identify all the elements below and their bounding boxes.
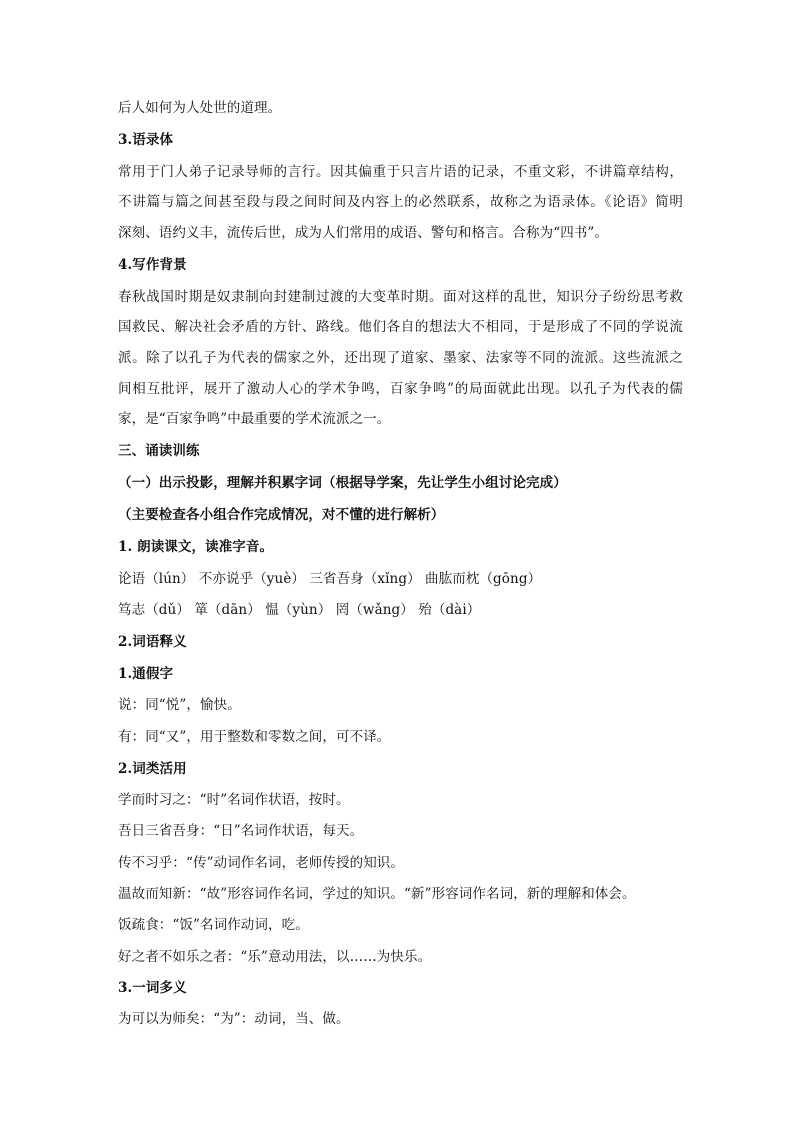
subsection-heading: 3.一词多义 <box>118 980 187 996</box>
subsection-note: （主要检查各小组合作完成情况，对不懂的进行解析） <box>118 507 445 523</box>
body-text: 学而时习之：“时”名词作状语，按时。 <box>118 792 350 808</box>
section-heading: 三、诵读训练 <box>118 443 200 459</box>
subsection-heading: 1.通假字 <box>118 666 174 682</box>
body-text: 间相互批评，展开了激动人心的学术争鸣，百家争鸣”的局面就此出现。以孔子为代表的儒 <box>118 381 683 397</box>
body-text: 说：同“悦”，愉快。 <box>118 697 241 713</box>
body-text: 后人如何为人处世的道理。 <box>118 100 282 116</box>
body-text: 为可以为师矣：“为”：动词，当、做。 <box>118 1011 350 1027</box>
body-text: 有：同“又”，用于整数和零数之间，可不译。 <box>118 729 391 745</box>
subsection-heading: （一）出示投影，理解并积累字词（根据导学案，先让学生小组讨论完成） <box>118 475 567 491</box>
body-text: 传不习乎：“传”动词作名词，老师传授的知识。 <box>118 855 405 871</box>
subsection-heading: 2.词类活用 <box>118 761 187 777</box>
pronunciation-line: 论语（lún） 不亦说乎（yuè） 三省吾身（xǐng） 曲肱而枕（gōng） <box>118 571 542 587</box>
body-text: 温故而知新：“故”形容词作名词，学过的知识。“新”形容词作名词，新的理解和体会。 <box>118 886 636 902</box>
section-heading: 4.写作背景 <box>118 257 187 273</box>
body-text: 吾日三省吾身：“日”名词作状语，每天。 <box>118 823 364 839</box>
body-text: 家，是“百家争鸣”中最重要的学术流派之一。 <box>118 411 391 427</box>
section-heading: 3.语录体 <box>118 132 174 148</box>
section-heading: 2.词语释义 <box>118 634 187 650</box>
body-text: 春秋战国时期是奴隶制向封建制过渡的大变革时期。面对这样的乱世，知识分子纷纷思考救 <box>118 289 683 305</box>
body-text: 好之者不如乐之者：“乐”意动用法，以……为快乐。 <box>118 949 432 965</box>
section-heading: 1. 朗读课文，读准字音。 <box>118 539 274 555</box>
body-text: 饭疏食：“饭”名词作动词，吃。 <box>118 917 309 933</box>
body-text: 国救民、解决社会矛盾的方针、路线。他们各自的想法大不相同，于是形成了不同的学说流 <box>118 319 683 335</box>
pronunciation-line: 笃志（dǔ） 箪（dān） 愠（yùn） 罔（wǎng） 殆（dài） <box>118 602 481 618</box>
body-text: 深刻、语约义丰，流传后世，成为人们常用的成语、警句和格言。合称为“四书”。 <box>118 225 609 241</box>
body-text: 派。除了以孔子为代表的儒家之外，还出现了道家、墨家、法家等不同的流派。这些流派之 <box>118 350 683 366</box>
body-text: 常用于门人弟子记录导师的言行。因其偏重于只言片语的记录，不重文彩，不讲篇章结构， <box>118 164 683 180</box>
body-text: 不讲篇与篇之间甚至段与段之间时间及内容上的必然联系，故称之为语录体。《论语》简明 <box>118 194 683 210</box>
